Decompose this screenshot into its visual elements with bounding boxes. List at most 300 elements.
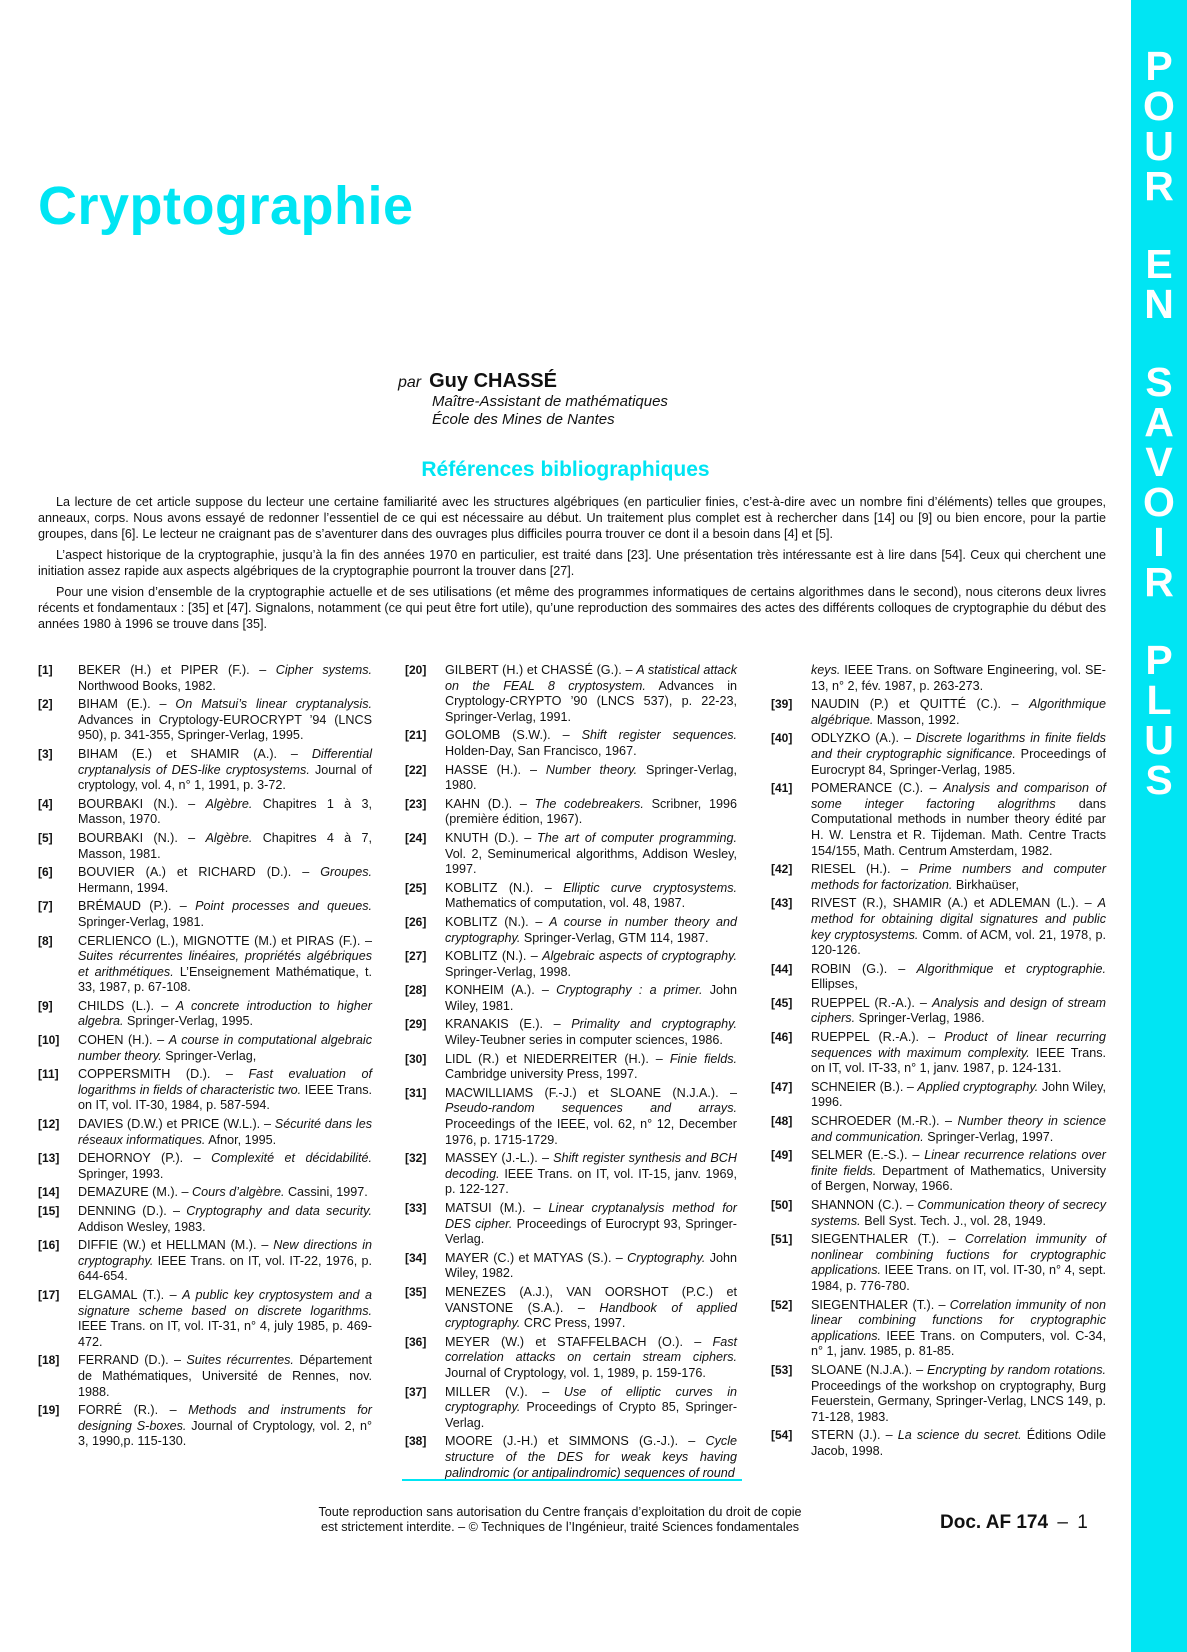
reference-number: [14] [38, 1185, 60, 1200]
reference-entry [38, 663, 372, 694]
reference-details: Afnor, 1995. [208, 1132, 277, 1147]
reference-title: Analysis and comparison of some integer factoring alogrithms [811, 781, 1107, 811]
reference-title: Groupes. [320, 865, 373, 880]
reference-text [445, 1017, 737, 1048]
reference-text [78, 797, 372, 828]
reference-authors: MASSEY (J.-L.). – [445, 1151, 549, 1166]
reference-text [811, 862, 1106, 893]
reference-number: [2] [38, 697, 53, 712]
reference-text [445, 728, 737, 759]
reference-number: [33] [405, 1201, 427, 1215]
reference-entry [405, 728, 737, 759]
reference-number: [37] [405, 1384, 427, 1399]
reference-title: Suites récurrentes. [186, 1353, 294, 1368]
reference-number: [47] [771, 1079, 793, 1094]
reference-authors: DIFFIE (W.) et HELLMAN (M.). – [78, 1238, 269, 1253]
reference-details: IEEE Trans. on IT, vol. IT-33, n° 1, janv. 1987, p. 124-131. [811, 1045, 1107, 1076]
sidebar-word [1143, 359, 1175, 605]
reference-details: John Wiley, 1982. [445, 1250, 737, 1281]
reference-details: Springer-Verlag, 1981. [78, 914, 205, 929]
reference-text [78, 865, 372, 896]
reference-entry [38, 1288, 372, 1350]
reference-text [811, 1114, 1106, 1145]
reference-authors: ROBIN (G.). – [811, 961, 906, 976]
reference-authors: KNUTH (D.). – [445, 830, 532, 845]
reference-authors: FORRÉ (R.). – [78, 1403, 177, 1418]
reference-authors: DEMAZURE (M.). – [78, 1185, 189, 1200]
reference-title: Suites récurrentes linéaires, propriétés algébriques et arithmétiques. [78, 949, 372, 979]
reference-authors: DEHORNOY (P.). – [78, 1151, 201, 1166]
reference-text [811, 1428, 1106, 1459]
reference-text [78, 1117, 372, 1148]
reference-text [445, 949, 737, 980]
reference-authors: MACWILLIAMS (F.-J.) et SLOANE (N.J.A.). – [445, 1085, 737, 1100]
reference-number: [22] [405, 762, 427, 777]
reference-text [445, 1385, 737, 1432]
reference-number: [4] [38, 796, 53, 811]
reference-details: Chapitres 1 à 3, Masson, 1970. [78, 796, 372, 827]
reference-authors: KOBLITZ (N.). – [445, 880, 552, 895]
reference-authors: CHILDS (L.). – [78, 998, 169, 1013]
reference-number: [19] [38, 1403, 60, 1418]
reference-text [445, 1151, 737, 1198]
reference-entry [38, 865, 372, 896]
copyright-line: est strictement interdite. – © Techniques de l’Ingénieur, traité Sciences fondamentales [320, 1520, 800, 1534]
page-separator: – [1057, 1512, 1068, 1533]
reference-details: IEEE Trans. on IT, vol. IT-30, n° 4, sept. 1984, p. 776-780. [811, 1263, 1106, 1293]
reference-title: La science du secret. [897, 1428, 1022, 1443]
reference-title: Encrypting by random rotations. [926, 1362, 1106, 1377]
reference-entry [38, 1117, 372, 1148]
reference-number: [42] [771, 862, 793, 877]
reference-title: On Matsui’s linear cryptanalysis. [175, 697, 373, 712]
reference-entry [771, 1198, 1106, 1229]
reference-details: IEEE Trans. on IT, vol. IT-15, janv. 1969, p. 122-127. [445, 1166, 738, 1197]
reference-details: Wiley-Teubner series in computer sciences, 1986. [445, 1033, 723, 1048]
reference-number: [10] [38, 1033, 60, 1048]
sidebar-pour-en-savoir-plus [1131, 0, 1187, 1652]
reference-text [78, 1185, 372, 1201]
reference-title: Differential cryptanalysis of DES-like cryptosystems. [78, 746, 373, 777]
reference-authors: MOORE (J.-H.) et SIMMONS (G.-J.). – [445, 1434, 696, 1449]
sidebar-letter: U [1144, 717, 1174, 763]
reference-number: [36] [405, 1334, 427, 1349]
sidebar-letter: L [1146, 677, 1172, 723]
reference-details: CRC Press, 1997. [523, 1316, 626, 1331]
reference-authors: DAVIES (D.W.) et PRICE (W.L.). – [78, 1117, 271, 1132]
reference-authors: DENNING (D.). – [78, 1204, 181, 1218]
reference-title: Correlation immunity of nonlinear combining fuctions for cryptographic applications. [811, 1232, 1106, 1278]
reference-entry [405, 1251, 737, 1282]
section-heading-references: Références bibliographiques [421, 458, 710, 481]
author-line [398, 370, 668, 393]
intro-paragraph: Pour une vision d’ensemble de la cryptographie actuelle et de ses utilisations (et même des programmes informatiques de certains algorithmes dans le second), nous citerons deux livres récents et fondamentaux : [35] et [47]. Signalons, notamment (ce qui peut être fort utile), qu’une reproduction des sommaires des actes des différents colloques de cryptographie du début des années 1980 à 1996 se trouve dans [35]. [38, 585, 1106, 631]
reference-number: [20] [405, 663, 427, 677]
reference-title: keys. [811, 663, 841, 677]
reference-authors: HASSE (H.). – [445, 762, 537, 777]
reference-text [445, 881, 737, 912]
sidebar-letter: V [1145, 439, 1173, 485]
reference-entry [771, 697, 1106, 728]
reference-authors: BIHAM (E.) et SHAMIR (A.). – [78, 746, 298, 761]
reference-text [445, 831, 737, 878]
reference-text [78, 1288, 372, 1350]
reference-details: Chapitres 4 à 7, Masson, 1981. [78, 830, 372, 861]
reference-number: [5] [38, 830, 53, 845]
reference-authors: KOBLITZ (N.). – [445, 949, 538, 964]
reference-text [445, 1052, 737, 1083]
reference-title: Pseudo-random sequences and arrays. [445, 1101, 737, 1116]
sidebar-letter: U [1144, 123, 1174, 169]
sidebar-letter: E [1145, 241, 1173, 287]
reference-entry [405, 983, 737, 1014]
author-name: Guy CHASSÉ [429, 370, 557, 392]
reference-number: [29] [405, 1017, 427, 1032]
reference-text [811, 962, 1106, 993]
reference-title: A method for obtaining digital signatures and public key cryptosystems. [811, 896, 1106, 942]
reference-title: Linear recurrence relations over finite fields. [811, 1148, 1106, 1178]
reference-entry [771, 1030, 1106, 1077]
reference-number: [32] [405, 1151, 427, 1166]
reference-text [445, 1201, 737, 1248]
reference-details: IEEE Trans. on IT, vol. IT-31, n° 4, july 1985, p. 469-472. [78, 1319, 372, 1349]
reference-number: [45] [771, 995, 793, 1010]
reference-number: [12] [38, 1117, 60, 1132]
reference-text [811, 781, 1106, 859]
sidebar-letter: P [1145, 43, 1173, 89]
reference-entry [38, 1403, 372, 1450]
reference-number: [7] [38, 899, 53, 914]
reference-title: Product of linear recurring sequences with maximum complexity. [811, 1030, 1107, 1060]
reference-number: [11] [38, 1067, 59, 1082]
sidebar-letter: R [1144, 559, 1174, 605]
reference-entry [405, 831, 737, 878]
reference-entry [405, 949, 737, 980]
sidebar-letter: A [1144, 399, 1174, 445]
reference-title: Complexité et décidabilité. [211, 1151, 372, 1166]
reference-details: Springer-Verlag, 1998. [445, 964, 572, 979]
reference-text [78, 1353, 372, 1400]
reference-authors: KONHEIM (A.). – [445, 983, 549, 998]
reference-entry [405, 915, 737, 946]
reference-details: IEEE Trans. on IT, vol. IT-22, 1976, p. 644-654. [78, 1253, 372, 1284]
reference-number: [50] [771, 1198, 793, 1212]
reference-authors: BOUVIER (A.) et RICHARD (D.). – [78, 865, 310, 880]
sidebar-letter: S [1145, 359, 1173, 405]
reference-authors: COPPERSMITH (D.). – [78, 1067, 233, 1082]
reference-details: dans Computational methods in number theory édité par H. W. Lenstra et R. Tijdeman. Math. Centre Tracts 154/155, Math. Centrum Amsterdam, 1982. [811, 796, 1106, 858]
reference-authors: CERLIENCO (L.), MIGNOTTE (M.) et PIRAS (F.). – [78, 933, 372, 948]
reference-text [445, 663, 737, 725]
reference-number: [6] [38, 865, 53, 880]
reference-details: Mathematics of computation, vol. 48, 1987. [445, 896, 686, 911]
reference-title: Elliptic curve cryptosystems. [563, 880, 737, 895]
reference-number: [3] [38, 746, 53, 761]
reference-authors: SCHNEIER (B.). – [811, 1079, 914, 1094]
reference-details: IEEE Trans. on IT, vol. IT-30, 1984, p. 587-594. [78, 1082, 372, 1113]
reference-title: Cryptography : a primer. [556, 983, 703, 998]
reference-number: [24] [405, 830, 427, 845]
reference-title: A concrete introduction to higher algebra. [78, 998, 372, 1029]
reference-text [78, 697, 372, 744]
reference-entry [405, 1285, 737, 1332]
reference-entry [771, 781, 1106, 859]
reference-details: Advances in Cryptology-CRYPTO ’90 (LNCS 537), p. 22-23, Springer-Verlag, 1991. [445, 678, 737, 724]
reference-authors: SLOANE (N.J.A.). – [811, 1362, 924, 1377]
reference-text [78, 899, 372, 930]
reference-authors: RUEPPEL (R.-A.). – [811, 995, 927, 1010]
sidebar-word [1144, 241, 1174, 327]
reference-entry [38, 1067, 372, 1114]
reference-details: Vol. 2, Seminumerical algorithms, Addison Wesley, 1997. [445, 846, 737, 877]
reference-number: [16] [38, 1238, 60, 1253]
reference-text [445, 797, 737, 828]
reference-number: [18] [38, 1353, 60, 1368]
reference-authors: NAUDIN (P.) et QUITTÉ (C.). – [811, 697, 1019, 712]
reference-entry [38, 747, 372, 794]
reference-entry [405, 1017, 737, 1048]
bibliography-column-3 [771, 663, 1106, 1463]
reference-number: [9] [38, 998, 53, 1013]
reference-text [78, 999, 372, 1030]
page-title: Cryptographie [38, 176, 414, 236]
reference-entry [405, 1201, 737, 1248]
reference-number: [39] [771, 697, 793, 712]
reference-authors: COHEN (H.). – [78, 1033, 165, 1048]
reference-entry [771, 896, 1106, 958]
reference-title: Prime numbers and computer methods for factorization. [811, 862, 1107, 892]
reference-entry [771, 731, 1106, 778]
reference-authors: GILBERT (H.) et CHASSÉ (G.). – [445, 663, 633, 677]
reference-number: [8] [38, 933, 53, 948]
reference-details: Holden-Day, San Francisco, 1967. [445, 743, 637, 758]
reference-details: Proceedings of the workshop on cryptography, Burg Feuerstein, Germany, Springer-Verlag, LNCS 149, p. 71-128, 1983. [811, 1378, 1106, 1424]
reference-title: Sécurité dans les réseaux informatiques. [78, 1117, 372, 1147]
reference-text [445, 915, 737, 946]
reference-authors: MATSUI (M.). – [445, 1201, 541, 1215]
reference-authors: BEKER (H.) et PIPER (F.). – [78, 663, 267, 677]
reference-title: Fast correlation attacks on certain stream ciphers. [445, 1334, 738, 1365]
reference-details: Springer-Verlag, [165, 1048, 257, 1063]
reference-title: The art of computer programming. [537, 830, 738, 845]
reference-details: Advances in Cryptology-EUROCRYPT ’94 (LNCS 950), p. 341-355, Springer-Verlag, 1995. [78, 712, 372, 743]
reference-number: [27] [405, 949, 427, 964]
reference-text [811, 1363, 1106, 1425]
reference-entry [771, 1428, 1106, 1459]
reference-title: A public key cryptosystem and a signature scheme based on discrete logarithms. [78, 1287, 373, 1318]
reference-number: [54] [771, 1428, 793, 1443]
reference-title: Cours d’algèbre. [192, 1185, 285, 1200]
reference-entry [405, 1052, 737, 1083]
reference-number: [46] [771, 1030, 793, 1045]
reference-title: Primality and cryptography. [571, 1017, 738, 1032]
reference-title: Applied cryptography. [917, 1079, 1039, 1094]
reference-title: Methods and instruments for designing S-boxes. [78, 1403, 372, 1433]
author-block [398, 370, 668, 429]
reference-title: Point processes and queues. [195, 899, 372, 914]
reference-details: Springer, 1993. [78, 1166, 164, 1181]
reference-entry [771, 862, 1106, 893]
reference-title: New directions in cryptography. [78, 1238, 373, 1268]
reference-text [811, 1298, 1106, 1360]
reference-entry [405, 881, 737, 912]
reference-details: Springer-Verlag, 1980. [445, 762, 737, 793]
reference-entry [38, 1033, 372, 1064]
reference-details: Scribner, 1996 (première édition, 1967). [445, 796, 738, 827]
reference-text [445, 1086, 737, 1148]
reference-authors: SCHROEDER (M.-R.). – [811, 1114, 952, 1129]
reference-text [78, 1067, 372, 1114]
reference-number: [25] [405, 880, 427, 895]
reference-entry [38, 1185, 372, 1201]
reference-number: [48] [771, 1114, 793, 1129]
copyright-notice [260, 1505, 860, 1535]
reference-text [445, 1434, 737, 1481]
reference-title: Number theory in science and communication. [811, 1114, 1107, 1144]
reference-text [811, 996, 1106, 1027]
reference-number: [21] [405, 728, 427, 743]
reference-number: [41] [771, 781, 793, 796]
reference-authors: GOLOMB (S.W.). – [445, 728, 570, 743]
reference-details: Proceedings of Eurocrypt 84, Springer-Verlag, 1985. [811, 746, 1106, 777]
reference-details: Journal of Cryptology, vol. 1, 1989, p. 159-176. [445, 1365, 706, 1380]
reference-details: Department of Mathematics, University of Bergen, Norway, 1966. [811, 1163, 1107, 1194]
sidebar-letter: R [1144, 163, 1174, 209]
reference-entry [771, 996, 1106, 1027]
reference-details: Springer-Verlag, 1986. [858, 1011, 985, 1026]
reference-title: A course in number theory and cryptography. [445, 914, 738, 945]
reference-text [445, 1335, 737, 1382]
reference-title: Cycle structure of the DES for weak keys having palindromic (or antipalindromic) sequences of round [445, 1434, 737, 1480]
author-prefix: par [398, 374, 422, 391]
footer-divider [402, 1479, 742, 1481]
reference-entry [38, 1204, 372, 1235]
reference-number: [1] [38, 663, 53, 677]
reference-authors: FERRAND (D.). – [78, 1353, 182, 1368]
sidebar-letter: I [1153, 519, 1165, 565]
reference-details: Birkhaüser, [955, 877, 1019, 892]
reference-number: [53] [771, 1362, 793, 1377]
reference-text [445, 1251, 737, 1282]
intro-paragraph: L’aspect historique de la cryptographie, jusqu’à la fin des années 1970 en particulier, est traité dans [23]. Une présentation très intéressante est à lire dans [54]. Ceux qui cherchent une initiation assez rapide aux aspects algébriques de la cryptographie pourront la trouver dans [27]. [38, 548, 1106, 578]
sidebar-letter: O [1143, 83, 1175, 129]
sidebar-letter: N [1144, 281, 1174, 327]
reference-title: Analysis and design of stream ciphers. [811, 995, 1107, 1026]
bibliography-column-1 [38, 663, 372, 1453]
reference-continuation [811, 663, 1106, 694]
document-reference [940, 1512, 1088, 1534]
reference-title: Handbook of applied cryptography. [445, 1300, 737, 1331]
reference-authors: MILLER (V.). – [445, 1384, 550, 1399]
reference-entry [38, 999, 372, 1030]
reference-text [445, 1285, 737, 1332]
reference-entry [771, 962, 1106, 993]
reference-text [811, 697, 1106, 728]
reference-details: Springer-Verlag, 1997. [927, 1129, 1054, 1144]
reference-number: [31] [405, 1085, 427, 1100]
reference-number: [13] [38, 1151, 60, 1166]
reference-authors: SHANNON (C.). – [811, 1198, 914, 1212]
reference-authors: KOBLITZ (N.). – [445, 914, 543, 929]
reference-text [445, 763, 737, 794]
reference-title: Fast evaluation of logarithms in fields of characteristic two. [78, 1067, 372, 1097]
reference-entry [771, 1232, 1106, 1294]
reference-authors: POMERANCE (C.). – [811, 781, 937, 796]
reference-authors: ODLYZKO (A.). – [811, 731, 911, 746]
reference-authors: BOURBAKI (N.). – [78, 830, 196, 845]
reference-number: [49] [771, 1148, 793, 1163]
reference-text [78, 1238, 372, 1285]
reference-title: Cryptography. [627, 1250, 706, 1265]
reference-entry [405, 1385, 737, 1432]
reference-authors: RUEPPEL (R.-A.). – [811, 1030, 936, 1045]
reference-details: John Wiley, 1996. [811, 1079, 1106, 1110]
page-number: 1 [1077, 1512, 1088, 1533]
reference-title: Shift register sequences. [581, 728, 738, 743]
reference-title: Shift register synthesis and BCH decoding. [445, 1151, 737, 1181]
reference-authors: SELMER (E.-S.). – [811, 1148, 920, 1163]
reference-entry [38, 1151, 372, 1182]
reference-entry [771, 1114, 1106, 1145]
reference-details: Département de Mathématiques, Université de Rennes, nov. 1988. [78, 1353, 373, 1399]
reference-text [811, 1148, 1106, 1195]
intro-text [38, 494, 1106, 637]
reference-title: Linear cryptanalysis method for DES cipher. [445, 1201, 737, 1231]
reference-details: Addison Wesley, 1983. [78, 1219, 206, 1234]
sidebar-letter: O [1143, 479, 1175, 525]
reference-details: Hermann, 1994. [78, 880, 169, 895]
reference-title: Cipher systems. [275, 663, 373, 677]
reference-text [78, 1204, 372, 1235]
reference-entry [38, 934, 372, 996]
reference-details: Proceedings of Crypto 85, Springer-Verlag. [445, 1400, 738, 1430]
reference-entry [38, 831, 372, 862]
reference-entry [405, 1151, 737, 1198]
reference-number: [38] [405, 1434, 427, 1449]
reference-authors: SIEGENTHALER (T.). – [811, 1297, 946, 1312]
reference-title: Communication theory of secrecy systems. [811, 1198, 1107, 1228]
reference-entry [405, 663, 737, 725]
reference-details: Proceedings of Eurocrypt 93, Springer-Verlag. [445, 1216, 737, 1247]
reference-details: Masson, 1992. [876, 712, 960, 727]
reference-details: Springer-Verlag, GTM 114, 1987. [523, 930, 709, 945]
reference-authors: KAHN (D.). – [445, 796, 527, 811]
reference-text [78, 1403, 372, 1450]
reference-authors: RIESEL (H.). – [811, 862, 909, 877]
reference-details: Springer-Verlag, 1995. [127, 1014, 254, 1029]
reference-details: IEEE Trans. on Software Engineering, vol. SE-13, n° 2, fév. 1987, p. 263-273. [811, 663, 1107, 693]
reference-number: [17] [38, 1287, 60, 1302]
doc-code: Doc. AF 174 [940, 1512, 1049, 1533]
reference-entry [38, 1238, 372, 1285]
copyright-line: Toute reproduction sans autorisation du Centre français d’exploitation du droit de copie [318, 1505, 802, 1519]
reference-details: Comm. of ACM, vol. 21, 1978, p. 120-126. [811, 927, 1106, 958]
reference-entry [38, 697, 372, 744]
reference-authors: MEYER (W.) et STAFFELBACH (O.). – [445, 1334, 702, 1349]
reference-title: Number theory. [545, 762, 638, 777]
reference-number: [43] [771, 896, 793, 911]
reference-title: Algebraic aspects of cryptography. [542, 949, 737, 964]
intro-paragraph: La lecture de cet article suppose du lecteur une certaine familiarité avec les structures algébriques (en particulier finies, c’est-à-dire avec un nombre fini d’éléments) telles que groupes, anneaux, corps. Nous avons essayé de redonner l’essentiel de ce qui est nécessaire au début. Un traitement plus complet est à rechercher dans [14] ou [9] ou bien encore, pour la partie groupes, dans [6]. Le lecteur ne craignant pas de s’aventurer dans des ouvrages plus difficiles pourra trouver ce dont il a besoin dans [4] et [5]. [38, 495, 1106, 541]
reference-details: Cassini, 1997. [287, 1185, 368, 1200]
reference-entry [405, 1086, 737, 1148]
sidebar-word [1144, 637, 1174, 803]
reference-entry [771, 1298, 1106, 1360]
reference-number: [28] [405, 983, 427, 998]
reference-entry [38, 1353, 372, 1400]
reference-title: Algorithmique algébrique. [811, 697, 1106, 727]
reference-title: Correlation immunity of non linear combining functions for cryptographic applications. [811, 1297, 1107, 1343]
